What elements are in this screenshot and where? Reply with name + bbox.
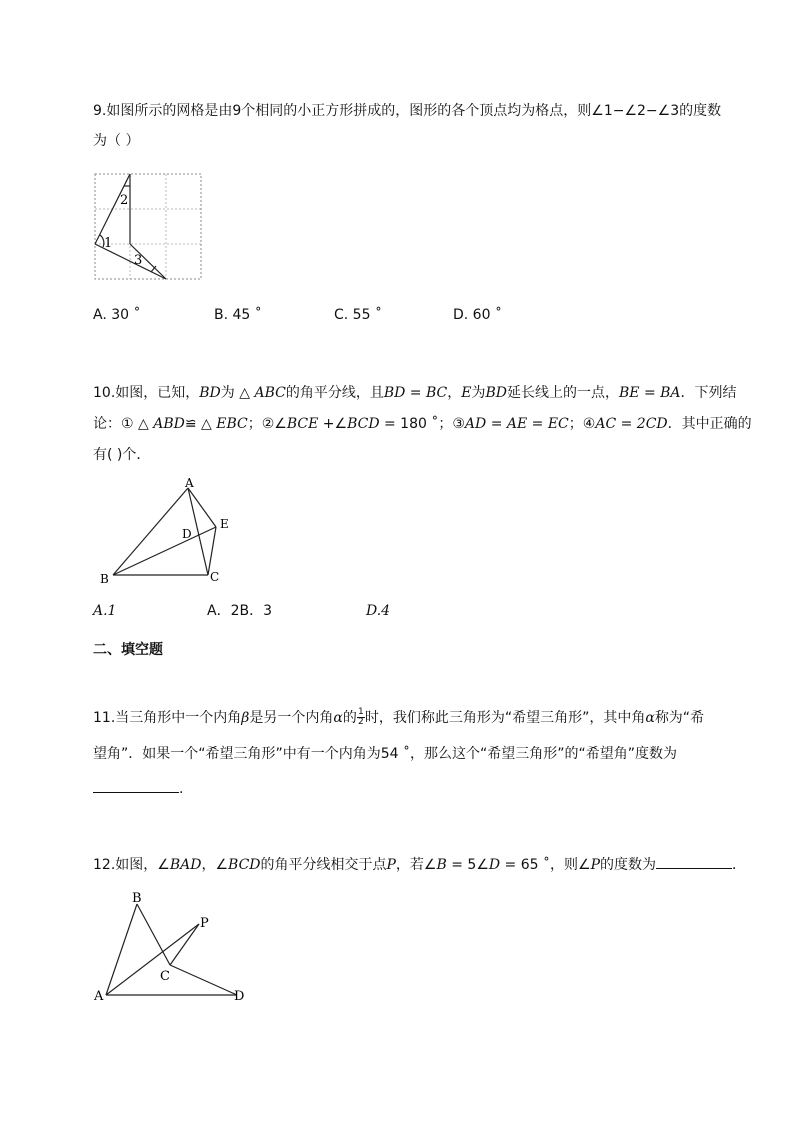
q12-segment-ap — [106, 924, 199, 995]
q10-t: E — [461, 385, 472, 401]
q10-t: 延长线上的一点， — [506, 385, 619, 401]
q9-option-a[interactable]: A. 30 ˚ — [93, 307, 141, 323]
q10-label-d: D — [182, 527, 192, 541]
q10-text-line1 — [93, 383, 737, 403]
q10-segment-be — [113, 527, 216, 575]
q10-t: 为 △ — [220, 385, 255, 401]
q10-t: ABC — [254, 385, 286, 401]
q11-text-line1 — [93, 708, 704, 728]
q12-t: 的角平分线相交于点 — [260, 857, 387, 873]
q10-segment-ba — [113, 488, 188, 575]
q11-answer-blank[interactable] — [93, 778, 179, 793]
q12-t: P — [590, 857, 600, 873]
q11-t: 11.当三角形中一个内角 — [93, 710, 242, 726]
q11-t: . — [179, 781, 184, 797]
q10-t: BD — [199, 385, 221, 401]
q10-t: ；②∠ — [247, 416, 287, 432]
q12-t: D — [488, 857, 501, 873]
q11-fraction-one-half — [357, 708, 365, 728]
q10-segment-ec — [208, 527, 216, 575]
q10-option-bc[interactable]: A．2B．3 — [207, 603, 272, 619]
q12-t: P — [386, 857, 396, 873]
q12-segment-ab — [106, 904, 137, 995]
q10-text-line3: 有( )个． — [93, 447, 151, 463]
q12-figure — [92, 888, 252, 1008]
q11-frac-den: 2 — [357, 717, 364, 727]
q12-label-d: D — [234, 989, 245, 1004]
q12-label-p: P — [200, 916, 209, 931]
q12-t: ，∠ — [201, 857, 229, 873]
q10-t: 的角平分线，且 — [285, 385, 384, 401]
q12-t: B — [436, 857, 447, 873]
q12-t: ，若∠ — [395, 857, 437, 873]
q10-t: BE = BA — [618, 385, 681, 401]
q11-t: 是另一个内角 — [249, 710, 334, 726]
q9-text-line2: 为（ ） — [93, 133, 140, 149]
q12-t: 的度数为 — [599, 857, 656, 873]
q12-label-c: C — [160, 969, 170, 984]
q10-t: ；④ — [568, 416, 596, 432]
q11-t: α — [333, 710, 343, 726]
q12-t: = 5∠ — [446, 857, 489, 873]
q12-t: 12.如图，∠ — [93, 857, 170, 873]
q10-t: BCD — [347, 416, 380, 432]
q10-t: ， — [447, 385, 462, 401]
q10-triangle-figure — [92, 474, 242, 586]
q10-t: = 180 ˚；③ — [379, 416, 465, 432]
q12-t: = 65 ˚，则∠ — [500, 857, 591, 873]
q9-angle-label-2: 2 — [120, 193, 129, 208]
q11-frac-num: 1 — [357, 707, 364, 717]
q11-t: 时，我们称此三角形为“希望三角形”，其中角 — [364, 710, 646, 726]
q10-t: 10.如图，已知， — [93, 385, 200, 401]
q10-label-e: E — [220, 517, 229, 531]
q11-text-line2: 望角”．如果一个“希望三角形”中有一个内角为54 ˚，那么这个“希望三角形”的“希望角”度数为 — [93, 746, 678, 762]
q10-option-a[interactable]: A.1 — [93, 603, 117, 619]
q12-label-b: B — [132, 891, 142, 906]
q10-t: ABD — [153, 416, 185, 432]
q12-segment-bc — [137, 904, 170, 965]
q12-t: ． — [731, 857, 746, 873]
q10-t: AD = AE = EC — [464, 416, 569, 432]
q12-segment-cp — [170, 924, 199, 965]
q10-label-a: A — [185, 476, 194, 490]
section-title-fill-blank: 二、填空题 — [93, 642, 163, 658]
q10-t: +∠ — [318, 416, 348, 432]
q10-text-line2 — [93, 414, 752, 434]
q10-t: ．其中正确的 — [667, 416, 752, 432]
q9-option-d[interactable]: D. 60 ˚ — [453, 307, 502, 323]
q9-option-b[interactable]: B. 45 ˚ — [214, 307, 262, 323]
q10-t: 为 — [471, 385, 486, 401]
q10-t: BD = BC — [383, 385, 448, 401]
q11-t: 的 — [342, 710, 357, 726]
q10-label-c: C — [210, 570, 220, 584]
q9-grid-figure — [90, 170, 205, 285]
q10-t: ．下列结 — [680, 385, 737, 401]
q12-t: BCD — [228, 857, 261, 873]
q10-option-d[interactable]: D.4 — [366, 603, 391, 619]
q9-angle-label-3: 3 — [134, 253, 143, 268]
q9-option-c[interactable]: C. 55 ˚ — [334, 307, 382, 323]
q11-answer-line — [93, 778, 183, 799]
q12-answer-blank[interactable] — [656, 854, 732, 869]
q10-t: AC = 2CD — [595, 416, 668, 432]
q12-t: BAD — [169, 857, 202, 873]
q11-t: β — [241, 710, 250, 726]
q10-t: 论：① △ — [93, 416, 154, 432]
q10-label-b: B — [100, 572, 109, 586]
q9-text-line1: 9.如图所示的网格是由9个相同的小正方形拼成的，图形的各个顶点均为格点，则∠1−∠2−∠3的度数 — [93, 103, 722, 119]
q12-label-a: A — [94, 989, 104, 1004]
q10-t: EBC — [216, 416, 248, 432]
q10-t: ≌ △ — [184, 416, 217, 432]
q11-t: 称为“希 — [654, 710, 705, 726]
q12-text-line1 — [93, 854, 746, 875]
q9-grid-border — [95, 174, 201, 279]
q9-angle-label-1: 1 — [104, 236, 113, 251]
q11-t: α — [645, 710, 655, 726]
q12-segment-cd — [170, 965, 237, 995]
q10-t: BCE — [286, 416, 319, 432]
q10-t: BD — [485, 385, 507, 401]
